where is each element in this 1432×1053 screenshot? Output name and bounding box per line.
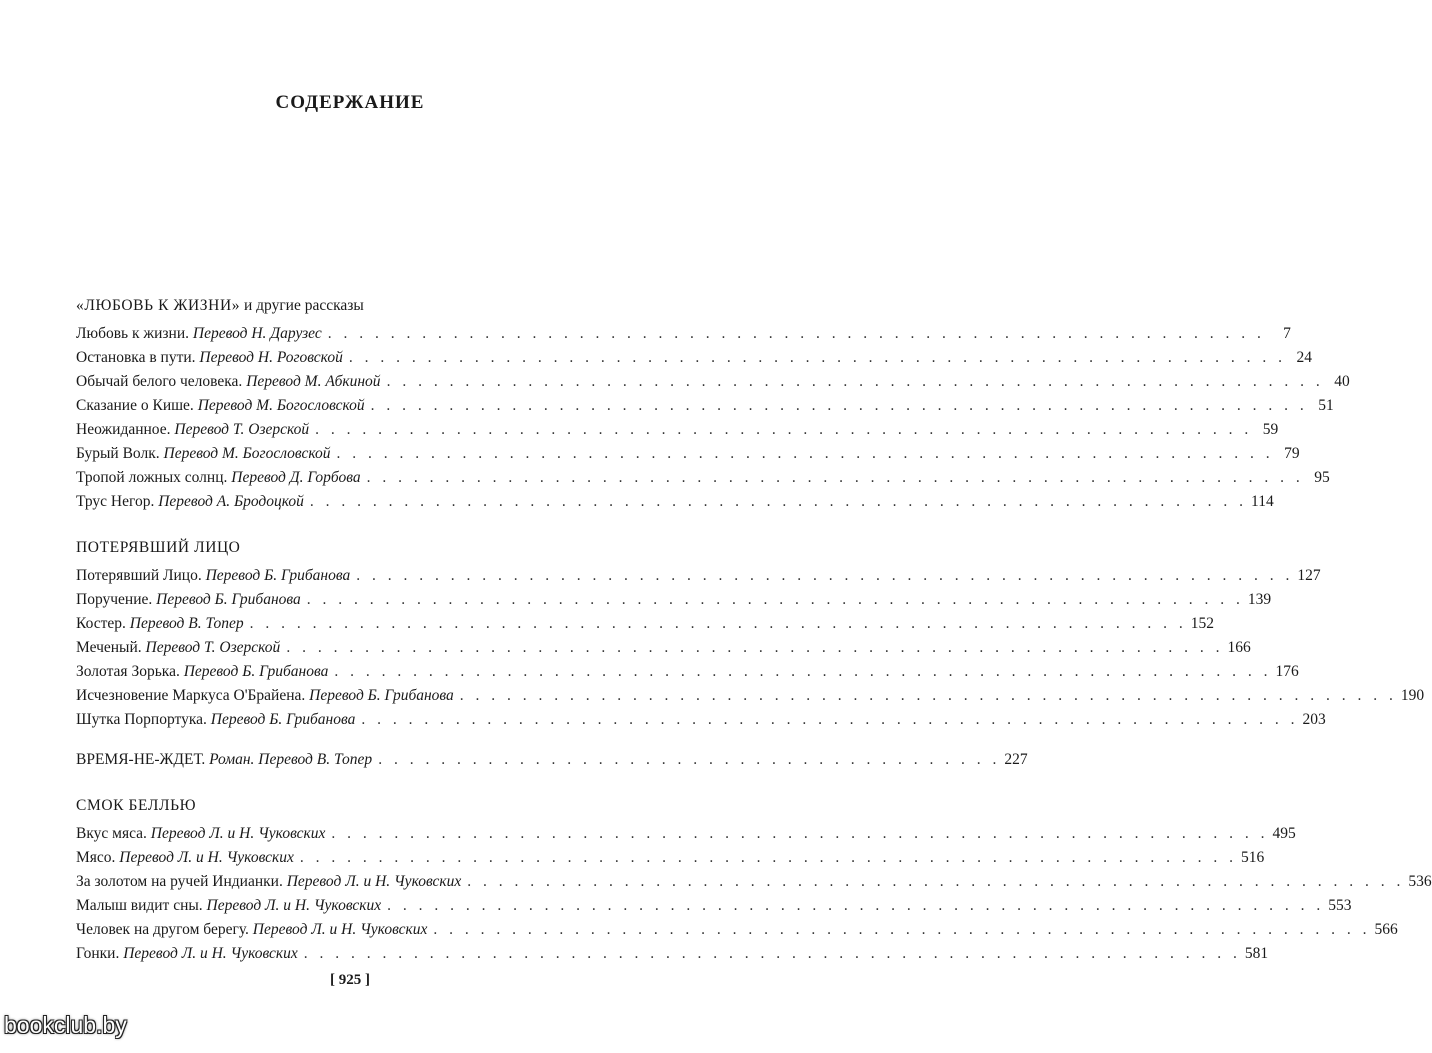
section-title-main: ПОТЕРЯВШИЙ ЛИЦО bbox=[76, 539, 241, 556]
entry-title: Гонки. bbox=[76, 945, 120, 962]
entry-title: Тропой ложных солнц. bbox=[76, 469, 228, 486]
entry-page-number: 40 bbox=[1334, 373, 1350, 390]
toc-entries bbox=[76, 564, 1425, 732]
dot-leader: . . . . . . . . . . . . . . . . . . . . . . . . . . . . . . . . . . . . . . . . . . . . . . . . . . . . . . . . . . . . bbox=[331, 825, 1269, 842]
page-title: СОДЕРЖАНИЕ bbox=[275, 92, 425, 113]
entry-page-number: 127 bbox=[1297, 567, 1321, 584]
entry-title: Остановка в пути. bbox=[76, 349, 196, 366]
toc-section-lost-face bbox=[76, 536, 1425, 732]
toc-section-smoke-bellew bbox=[76, 794, 1432, 966]
entry-title: Шутка Порпортука. bbox=[76, 711, 207, 728]
entry-page-number: 203 bbox=[1302, 711, 1326, 728]
entry-page-number: 190 bbox=[1400, 687, 1425, 704]
dot-leader: . . . . . . . . . . . . . . . . . . . . . . . . . . . . . . . . . . . . . . . . . . . . . . . . . . . . . . . . . . . . bbox=[370, 397, 1308, 414]
dot-leader: . . . . . . . . . . . . . . . . . . . . . . . . . . . . . . . . . . . . . . . . . . . . . . . . . . . . . . . . . . . . bbox=[306, 591, 1244, 608]
entry-page-number: 114 bbox=[1251, 493, 1274, 510]
entry-title: Бурый Волк. bbox=[76, 445, 160, 462]
toc-entries bbox=[76, 822, 1432, 966]
entry-title: За золотом на ручей Индианки. bbox=[76, 873, 283, 890]
toc-entry[interactable] bbox=[76, 942, 1269, 966]
toc-entry[interactable] bbox=[76, 466, 1330, 490]
dot-leader: . . . . . . . . . . . . . . . . . . . . . . . . . . . . . . . . . . . . . . . . . . . . . . . . . . . . . . . . . . . . bbox=[334, 663, 1272, 680]
dot-leader: . . . . . . . . . . . . . . . . . . . . . . . . . . . . . . . . . . . . . . . . . . . . . . . . . . . . . . . . . . . . bbox=[386, 373, 1324, 390]
dot-leader: . . . . . . . . . . . . . . . . . . . . . . . . . . . . . . . . . . . . . . . . . . . . . . . . . . . . . . . . . . . . bbox=[356, 567, 1294, 584]
entry-translation: Перевод Т. Озерской bbox=[174, 421, 310, 438]
entry-translation: Перевод Л. и Н. Чуковских bbox=[252, 921, 428, 938]
entry-page-number: 166 bbox=[1227, 639, 1251, 656]
entry-page-number: 581 bbox=[1244, 945, 1269, 962]
toc-entry[interactable] bbox=[76, 418, 1279, 442]
dot-leader: . . . . . . . . . . . . . . . . . . . . . . . . . . . . . . . . . . . . . . . . . . . . . . . . . . . . . . . . . . . . bbox=[327, 325, 1265, 342]
entry-title: Сказание о Кише. bbox=[76, 397, 194, 414]
section-title bbox=[76, 294, 610, 318]
entry-translation: Роман. Перевод В. Топер bbox=[209, 751, 373, 768]
toc-entry[interactable] bbox=[76, 322, 1291, 346]
toc-entry[interactable] bbox=[76, 684, 1425, 708]
toc-entry[interactable] bbox=[76, 660, 1299, 684]
dot-leader: . . . . . . . . . . . . . . . . . . . . . . . . . . . . . . . . . . . . . . . . . . . . . . . . . . . . . . . . . . . . bbox=[249, 615, 1187, 632]
entry-page-number: 176 bbox=[1275, 663, 1299, 680]
entry-title: Мясо. bbox=[76, 849, 116, 866]
dot-leader: . . . . . . . . . . . . . . . . . . . . . . . . . . . . . . . . . . . . . . . . . . . . . . . . . . . . . . . . . . . . bbox=[387, 897, 1325, 914]
entry-title: Поручение. bbox=[76, 591, 153, 608]
entry-title: Обычай белого человека. bbox=[76, 373, 243, 390]
entry-translation: Перевод М. Абкиной bbox=[246, 373, 381, 390]
section-title bbox=[76, 536, 610, 560]
dot-leader: . . . . . . . . . . . . . . . . . . . . . . . . . . . . . . . . . . . . . . . . . . . . . . . . . . . . . . . . . . . . bbox=[459, 687, 1397, 704]
page-number-footer: [ 925 ] bbox=[330, 972, 370, 988]
entry-translation: Перевод Л. и Н. Чуковских bbox=[123, 945, 298, 962]
entry-page-number: 59 bbox=[1262, 421, 1279, 438]
dot-leader: . . . . . . . . . . . . . . . . . . . . . . . . . . . . . . . . . . . . . . . . . . . . . . . . . . . . . . . . . . . . bbox=[433, 921, 1371, 938]
entry-title: Исчезновение Маркуса О'Брайена. bbox=[76, 687, 306, 704]
entry-title: Потерявший Лицо. bbox=[76, 567, 202, 584]
entry-page-number: 24 bbox=[1296, 349, 1312, 366]
section-title-main: «ЛЮБОВЬ К ЖИЗНИ» bbox=[76, 297, 241, 314]
toc-entries bbox=[76, 322, 1350, 514]
toc-entry[interactable] bbox=[76, 490, 1274, 514]
entry-title: Малыш видит сны. bbox=[76, 897, 203, 914]
dot-leader: . . . . . . . . . . . . . . . . . . . . . . . . . . . . . . . . . . . . . . . . . . . . . . . . . . . . . . . . . . . . bbox=[361, 711, 1299, 728]
entry-translation: Перевод Б. Грибанова bbox=[309, 687, 454, 704]
entry-translation: Перевод Л. и Н. Чуковских bbox=[206, 897, 382, 914]
entry-page-number: 7 bbox=[1283, 325, 1291, 342]
section-title bbox=[76, 794, 610, 818]
entry-translation: Перевод Н. Дарузес bbox=[192, 325, 322, 342]
entry-title: Костер. bbox=[76, 615, 126, 632]
toc-entry[interactable] bbox=[76, 636, 1251, 660]
toc-section-love-of-life bbox=[76, 294, 1350, 514]
entry-translation: Перевод Б. Грибанова bbox=[205, 567, 351, 584]
entry-translation: Перевод М. Богословской bbox=[163, 445, 331, 462]
toc-entry[interactable] bbox=[76, 894, 1352, 918]
entry-translation: Перевод Д. Горбова bbox=[231, 469, 361, 486]
section-title-rest: и другие рассказы bbox=[240, 297, 364, 314]
entry-title: Человек на другом берегу. bbox=[76, 921, 249, 938]
entry-title: Трус Негор. bbox=[76, 493, 155, 510]
entry-translation: Перевод В. Топер bbox=[129, 615, 244, 632]
toc-entry[interactable] bbox=[76, 346, 1312, 370]
toc-entry[interactable] bbox=[76, 394, 1334, 418]
entry-title: Неожиданное. bbox=[76, 421, 171, 438]
entry-page-number: 516 bbox=[1240, 849, 1265, 866]
dot-leader: . . . . . . . . . . . . . . . . . . . . . . . . . . . . . . . . . . . . . . . . . . . . . . . . . . . . . . . . . . . . bbox=[336, 445, 1274, 462]
entry-page-number: 139 bbox=[1247, 591, 1272, 608]
entry-page-number: 152 bbox=[1190, 615, 1215, 632]
dot-leader: . . . . . . . . . . . . . . . . . . . . . . . . . . . . . . . . . . . . . . . . . . . . . . . . . . . . . . . . . . . . bbox=[309, 493, 1248, 510]
entry-page-number: 495 bbox=[1272, 825, 1296, 842]
entry-translation: Перевод Б. Грибанова bbox=[156, 591, 301, 608]
entry-title: Меченый. bbox=[76, 639, 142, 656]
entry-page-number: 79 bbox=[1284, 445, 1300, 462]
toc-entry[interactable] bbox=[76, 588, 1272, 612]
entry-translation: Перевод Б. Грибанова bbox=[210, 711, 356, 728]
toc-entry[interactable] bbox=[76, 442, 1300, 466]
entry-title: ВРЕМЯ-НЕ-ЖДЕТ. bbox=[76, 751, 206, 768]
entry-translation: Перевод Б. Грибанова bbox=[183, 663, 329, 680]
dot-leader: . . . . . . . . . . . . . . . . . . . . . . . . . . . . . . . . . . . . . . . . . . . . . . . . . . . . . . . . . . . . bbox=[299, 849, 1237, 866]
entry-page-number: 566 bbox=[1374, 921, 1398, 938]
entry-translation: Перевод Н. Роговской bbox=[199, 349, 343, 366]
entry-page-number: 95 bbox=[1314, 469, 1330, 486]
entry-translation: Перевод Л. и Н. Чуковских bbox=[286, 873, 462, 890]
toc-entry[interactable] bbox=[76, 822, 1296, 846]
entry-translation: Перевод Т. Озерской bbox=[145, 639, 281, 656]
entry-translation: Перевод Л. и Н. Чуковских bbox=[119, 849, 294, 866]
toc-entry[interactable] bbox=[76, 612, 1215, 636]
watermark-logo: bookclub.by bbox=[4, 1012, 127, 1038]
entry-page-number: 227 bbox=[1004, 751, 1028, 768]
toc-entry[interactable] bbox=[76, 708, 1326, 732]
toc-entry[interactable] bbox=[76, 370, 1350, 394]
entry-page-number: 553 bbox=[1328, 897, 1352, 914]
entry-title: Золотая Зорька. bbox=[76, 663, 180, 680]
dot-leader: . . . . . . . . . . . . . . . . . . . . . . . . . . . . . . . . . . . . . . . . . . . . . . . . . . . . . . . . . . . . bbox=[286, 639, 1224, 656]
dot-leader: . . . . . . . . . . . . . . . . . . . . . . . . . . . . . . . . . . . . . . . . . . . . . . . . . . . . . . . . . . . . bbox=[467, 873, 1405, 890]
entry-title: Любовь к жизни. bbox=[76, 325, 189, 342]
dot-leader: . . . . . . . . . . . . . . . . . . . . . . . . . . . . . . . . . . . . . . . . bbox=[378, 751, 1001, 768]
dot-leader: . . . . . . . . . . . . . . . . . . . . . . . . . . . . . . . . . . . . . . . . . . . . . . . . . . . . . . . . . . . . bbox=[348, 349, 1286, 366]
toc-section-burning-daylight bbox=[76, 748, 1028, 772]
entry-translation: Перевод М. Богословской bbox=[197, 397, 365, 414]
entry-translation: Перевод Л. и Н. Чуковских bbox=[150, 825, 326, 842]
toc-entry[interactable] bbox=[76, 846, 1265, 870]
entry-page-number: 51 bbox=[1318, 397, 1334, 414]
dot-leader: . . . . . . . . . . . . . . . . . . . . . . . . . . . . . . . . . . . . . . . . . . . . . . . . . . . . . . . . . . . . bbox=[315, 421, 1253, 438]
toc-entry-novel[interactable] bbox=[76, 748, 1028, 772]
toc-entry[interactable] bbox=[76, 870, 1432, 894]
section-title-main: СМОК БЕЛЛЬЮ bbox=[76, 797, 197, 814]
dot-leader: . . . . . . . . . . . . . . . . . . . . . . . . . . . . . . . . . . . . . . . . . . . . . . . . . . . . . . . . . . . . bbox=[366, 469, 1304, 486]
entry-title: Вкус мяса. bbox=[76, 825, 147, 842]
entry-translation: Перевод А. Бродоцкой bbox=[158, 493, 304, 510]
dot-leader: . . . . . . . . . . . . . . . . . . . . . . . . . . . . . . . . . . . . . . . . . . . . . . . . . . . . . . . . . . . . bbox=[303, 945, 1241, 962]
toc-entry[interactable] bbox=[76, 918, 1398, 942]
toc-entry[interactable] bbox=[76, 564, 1321, 588]
entry-page-number: 536 bbox=[1408, 873, 1432, 890]
